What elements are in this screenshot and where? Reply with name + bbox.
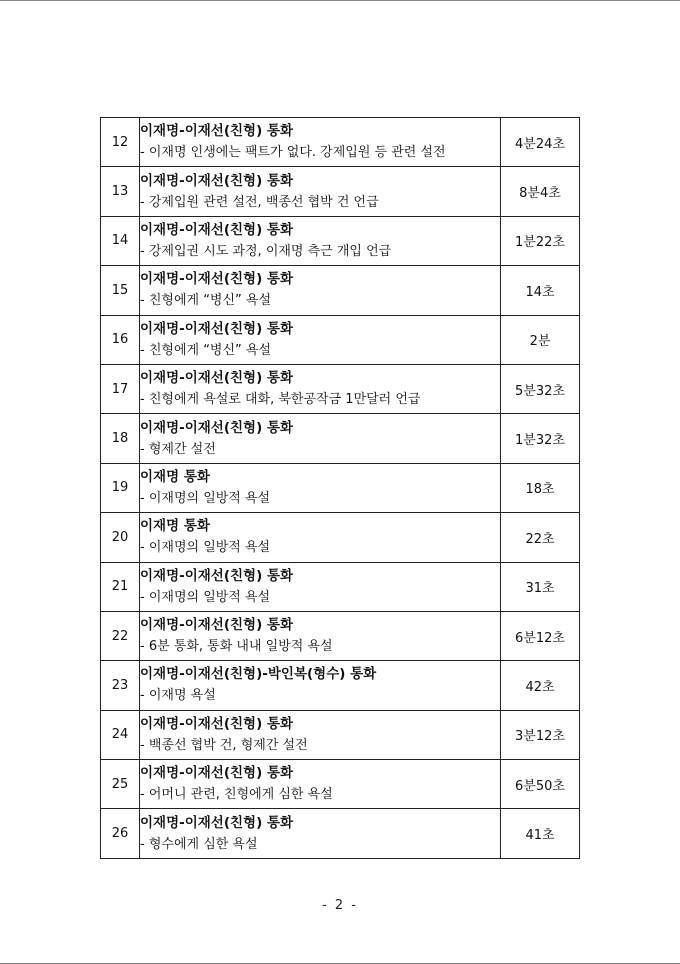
- call-duration: 2분: [501, 315, 580, 364]
- call-title: 이재명-이재선(친형) 통화: [140, 271, 294, 288]
- call-duration: 1분22초: [501, 216, 580, 265]
- call-title: 이재명-이재선(친형) 통화: [140, 617, 294, 634]
- row-description: [140, 661, 501, 710]
- row-description: [140, 266, 501, 315]
- row-number: 13: [101, 167, 140, 216]
- table-row: [101, 167, 580, 216]
- row-description: [140, 118, 501, 167]
- call-duration: 5분32초: [501, 364, 580, 413]
- call-detail: - 이재명 욕설: [140, 688, 216, 704]
- call-title: 이재명-이재선(친형) 통화: [140, 567, 294, 584]
- call-duration: 8분4초: [501, 167, 580, 216]
- call-title: 이재명-이재선(친형) 통화: [140, 172, 294, 189]
- call-title: 이재명-이재선(친형) 통화: [140, 419, 294, 436]
- row-description: [140, 364, 501, 413]
- table-row: [101, 710, 580, 759]
- row-number: 20: [101, 513, 140, 562]
- table-row: [101, 809, 580, 858]
- table-row: [101, 661, 580, 710]
- call-title: 이재명-이재선(친형) 통화: [140, 814, 294, 831]
- row-number: 24: [101, 710, 140, 759]
- row-number: 16: [101, 315, 140, 364]
- call-detail: - 6분 통화, 통화 내내 일방적 욕설: [140, 639, 333, 655]
- row-number: 14: [101, 216, 140, 265]
- row-description: [140, 463, 501, 512]
- call-duration: 3분12초: [501, 710, 580, 759]
- call-detail: - 백종선 협박 건, 형제간 설전: [140, 737, 308, 753]
- row-number: 17: [101, 364, 140, 413]
- row-description: [140, 167, 501, 216]
- call-detail: - 친형에게 욕설로 대화, 북한공작금 1만달러 언급: [140, 392, 421, 408]
- table-row: [101, 760, 580, 809]
- call-duration: 31초: [501, 562, 580, 611]
- call-detail: - 강제입권 시도 과정, 이재명 측근 개입 언급: [140, 243, 392, 259]
- table-row: [101, 315, 580, 364]
- table-row: [101, 364, 580, 413]
- call-detail: - 형수에게 심한 욕설: [140, 836, 258, 852]
- call-title: 이재명-이재선(친형) 통화: [140, 715, 294, 732]
- call-title: 이재명-이재선(친형) 통화: [140, 320, 294, 337]
- call-title: 이재명-이재선(친형) 통화: [140, 765, 294, 782]
- call-title: 이재명-이재선(친형)-박인복(형수) 통화: [140, 666, 377, 683]
- table-row: [101, 118, 580, 167]
- call-title: 이재명-이재선(친형) 통화: [140, 221, 294, 238]
- call-detail: - 강제입원 관련 설전, 백종선 협박 건 언급: [140, 194, 379, 210]
- call-record-table-body: [101, 118, 580, 859]
- row-description: [140, 562, 501, 611]
- table-row: [101, 463, 580, 512]
- call-detail: - 이재명 인생에는 팩트가 없다. 강제입원 등 관련 설전: [140, 145, 446, 161]
- call-duration: 41초: [501, 809, 580, 858]
- call-duration: 18초: [501, 463, 580, 512]
- top-border-line: [0, 0, 680, 1]
- table-row: [101, 611, 580, 660]
- row-description: [140, 760, 501, 809]
- row-number: 15: [101, 266, 140, 315]
- row-description: [140, 513, 501, 562]
- row-number: 22: [101, 611, 140, 660]
- call-duration: 6분50초: [501, 760, 580, 809]
- table-row: [101, 266, 580, 315]
- call-detail: - 어머니 관련, 친형에게 심한 욕설: [140, 787, 333, 803]
- row-description: [140, 315, 501, 364]
- row-number: 25: [101, 760, 140, 809]
- call-duration: 22초: [501, 513, 580, 562]
- call-duration: 1분32초: [501, 414, 580, 463]
- call-title: 이재명-이재선(친형) 통화: [140, 123, 294, 140]
- row-number: 26: [101, 809, 140, 858]
- row-number: 12: [101, 118, 140, 167]
- row-number: 21: [101, 562, 140, 611]
- call-title: 이재명 통화: [140, 468, 210, 485]
- table-row: [101, 513, 580, 562]
- row-description: [140, 809, 501, 858]
- page-number: - 2 -: [322, 898, 358, 913]
- call-detail: - 형제간 설전: [140, 441, 216, 457]
- call-duration: 14초: [501, 266, 580, 315]
- row-number: 18: [101, 414, 140, 463]
- call-record-table: [100, 117, 580, 859]
- row-description: [140, 710, 501, 759]
- call-duration: 6분12초: [501, 611, 580, 660]
- call-detail: - 이재명의 일방적 욕설: [140, 540, 271, 556]
- table-row: [101, 414, 580, 463]
- row-description: [140, 611, 501, 660]
- call-title: 이재명 통화: [140, 518, 210, 535]
- call-detail: - 이재명의 일방적 욕설: [140, 589, 271, 605]
- row-number: 19: [101, 463, 140, 512]
- call-detail: - 친형에게 “병신” 욕설: [140, 293, 272, 309]
- call-title: 이재명-이재선(친형) 통화: [140, 370, 294, 387]
- table-row: [101, 216, 580, 265]
- call-duration: 42초: [501, 661, 580, 710]
- call-duration: 4분24초: [501, 118, 580, 167]
- row-number: 23: [101, 661, 140, 710]
- row-description: [140, 414, 501, 463]
- table-row: [101, 562, 580, 611]
- call-detail: - 이재명의 일방적 욕설: [140, 490, 271, 506]
- call-detail: - 친형에게 “병신” 욕설: [140, 342, 272, 358]
- row-description: [140, 216, 501, 265]
